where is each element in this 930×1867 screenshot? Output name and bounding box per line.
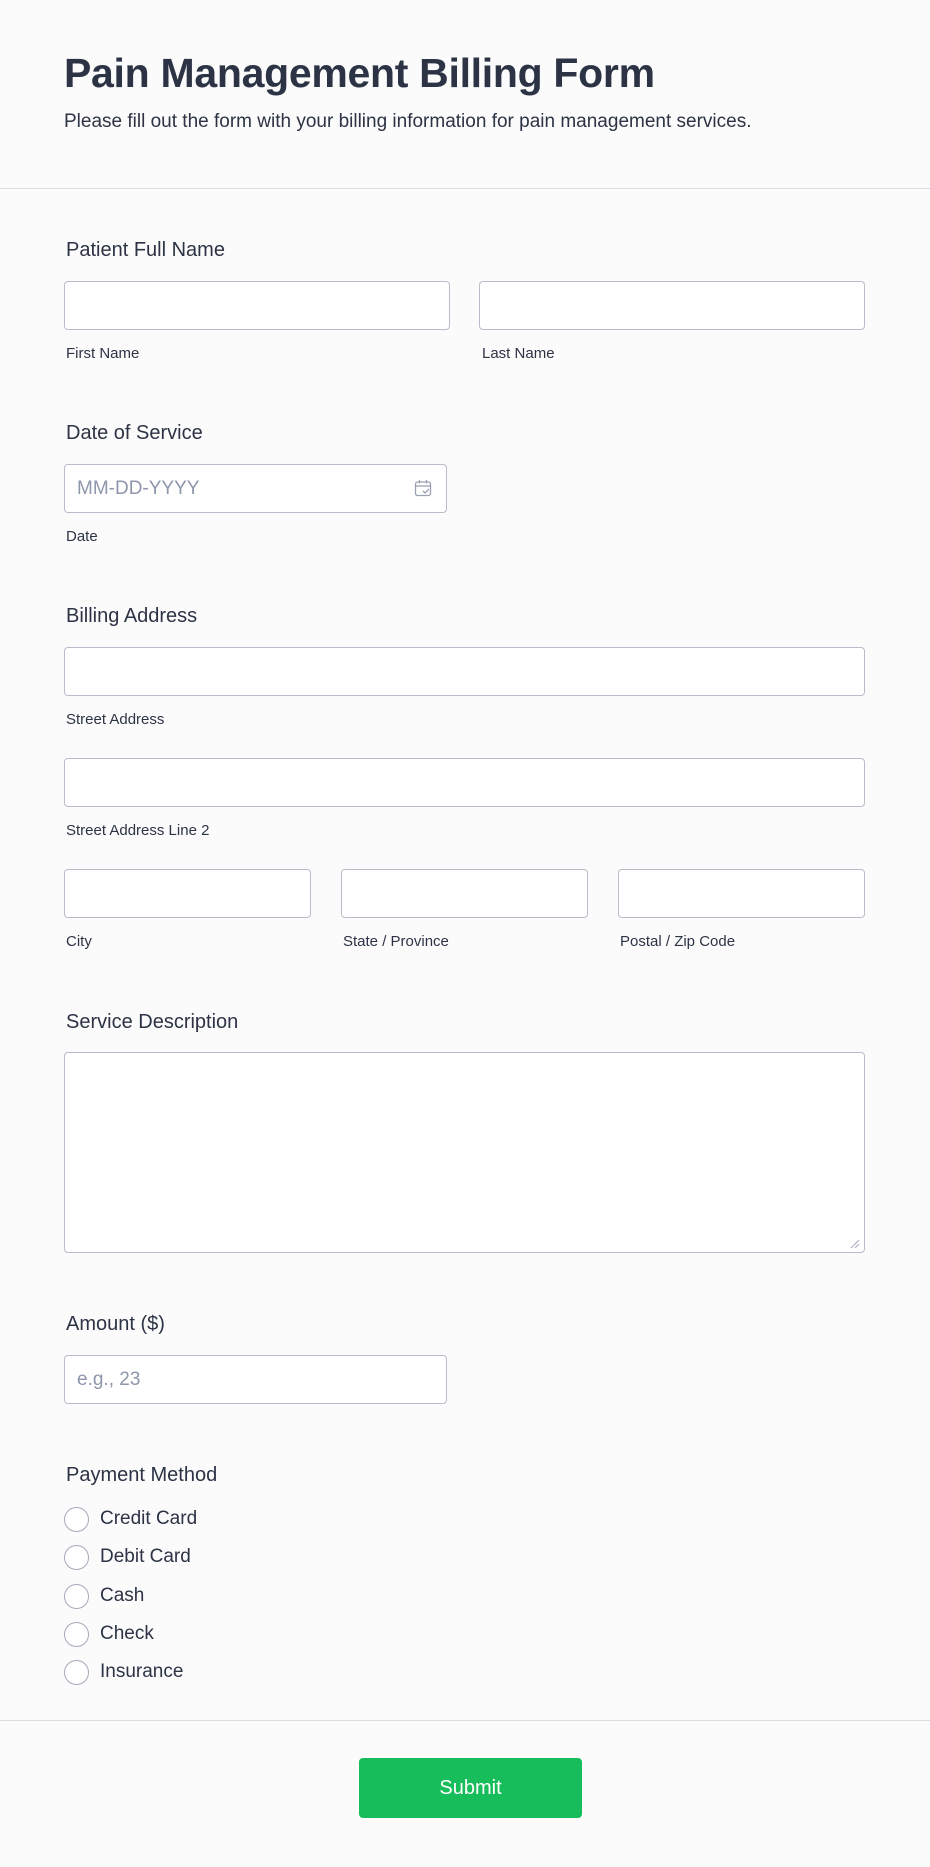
payment-option-label: Credit Card xyxy=(100,1508,198,1529)
patient-name-label: Patient Full Name xyxy=(66,239,225,261)
last-name-input[interactable] xyxy=(479,281,865,330)
first-name-sublabel: First Name xyxy=(66,345,140,362)
service-description-textarea[interactable] xyxy=(64,1052,865,1253)
amount-input[interactable] xyxy=(64,1355,447,1404)
payment-option-label: Debit Card xyxy=(100,1546,191,1567)
billing-address-label: Billing Address xyxy=(66,605,198,627)
form-header xyxy=(0,0,930,189)
radio-button[interactable] xyxy=(64,1545,89,1570)
footer-divider xyxy=(0,1720,930,1721)
resize-grip-icon[interactable] xyxy=(850,1236,860,1246)
street-address-input[interactable] xyxy=(64,647,865,696)
payment-option-cash[interactable] xyxy=(64,1583,144,1609)
street-address-line2-sublabel: Street Address Line 2 xyxy=(66,822,210,839)
radio-button[interactable] xyxy=(64,1584,89,1609)
first-name-input[interactable] xyxy=(64,281,450,330)
submit-button[interactable]: Submit xyxy=(359,1758,582,1818)
date-of-service-label: Date of Service xyxy=(66,422,203,444)
last-name-sublabel: Last Name xyxy=(482,345,555,362)
payment-option-insurance[interactable] xyxy=(64,1659,183,1685)
state-input[interactable] xyxy=(341,869,588,918)
payment-option-check[interactable] xyxy=(64,1621,154,1647)
payment-option-label: Insurance xyxy=(100,1661,184,1682)
date-sublabel: Date xyxy=(66,528,98,545)
payment-option-debit-card[interactable] xyxy=(64,1544,191,1570)
form-title: Pain Management Billing Form xyxy=(64,50,655,96)
payment-option-credit-card[interactable] xyxy=(64,1506,197,1532)
service-description-label: Service Description xyxy=(66,1011,239,1033)
city-input[interactable] xyxy=(64,869,311,918)
date-input[interactable] xyxy=(64,464,447,513)
state-sublabel: State / Province xyxy=(343,933,449,950)
payment-option-label: Check xyxy=(100,1623,154,1644)
payment-option-label: Cash xyxy=(100,1585,145,1606)
zip-code-input[interactable] xyxy=(618,869,865,918)
radio-button[interactable] xyxy=(64,1660,89,1685)
form-subtitle: Please fill out the form with your billing information for pain management services. xyxy=(64,111,752,132)
radio-button[interactable] xyxy=(64,1507,89,1532)
street-address-sublabel: Street Address xyxy=(66,711,165,728)
amount-label: Amount ($) xyxy=(66,1313,165,1335)
calendar-icon[interactable] xyxy=(414,479,432,497)
city-sublabel: City xyxy=(66,933,92,950)
radio-button[interactable] xyxy=(64,1622,89,1647)
zip-code-sublabel: Postal / Zip Code xyxy=(620,933,736,950)
payment-method-label: Payment Method xyxy=(66,1464,218,1486)
street-address-line2-input[interactable] xyxy=(64,758,865,807)
